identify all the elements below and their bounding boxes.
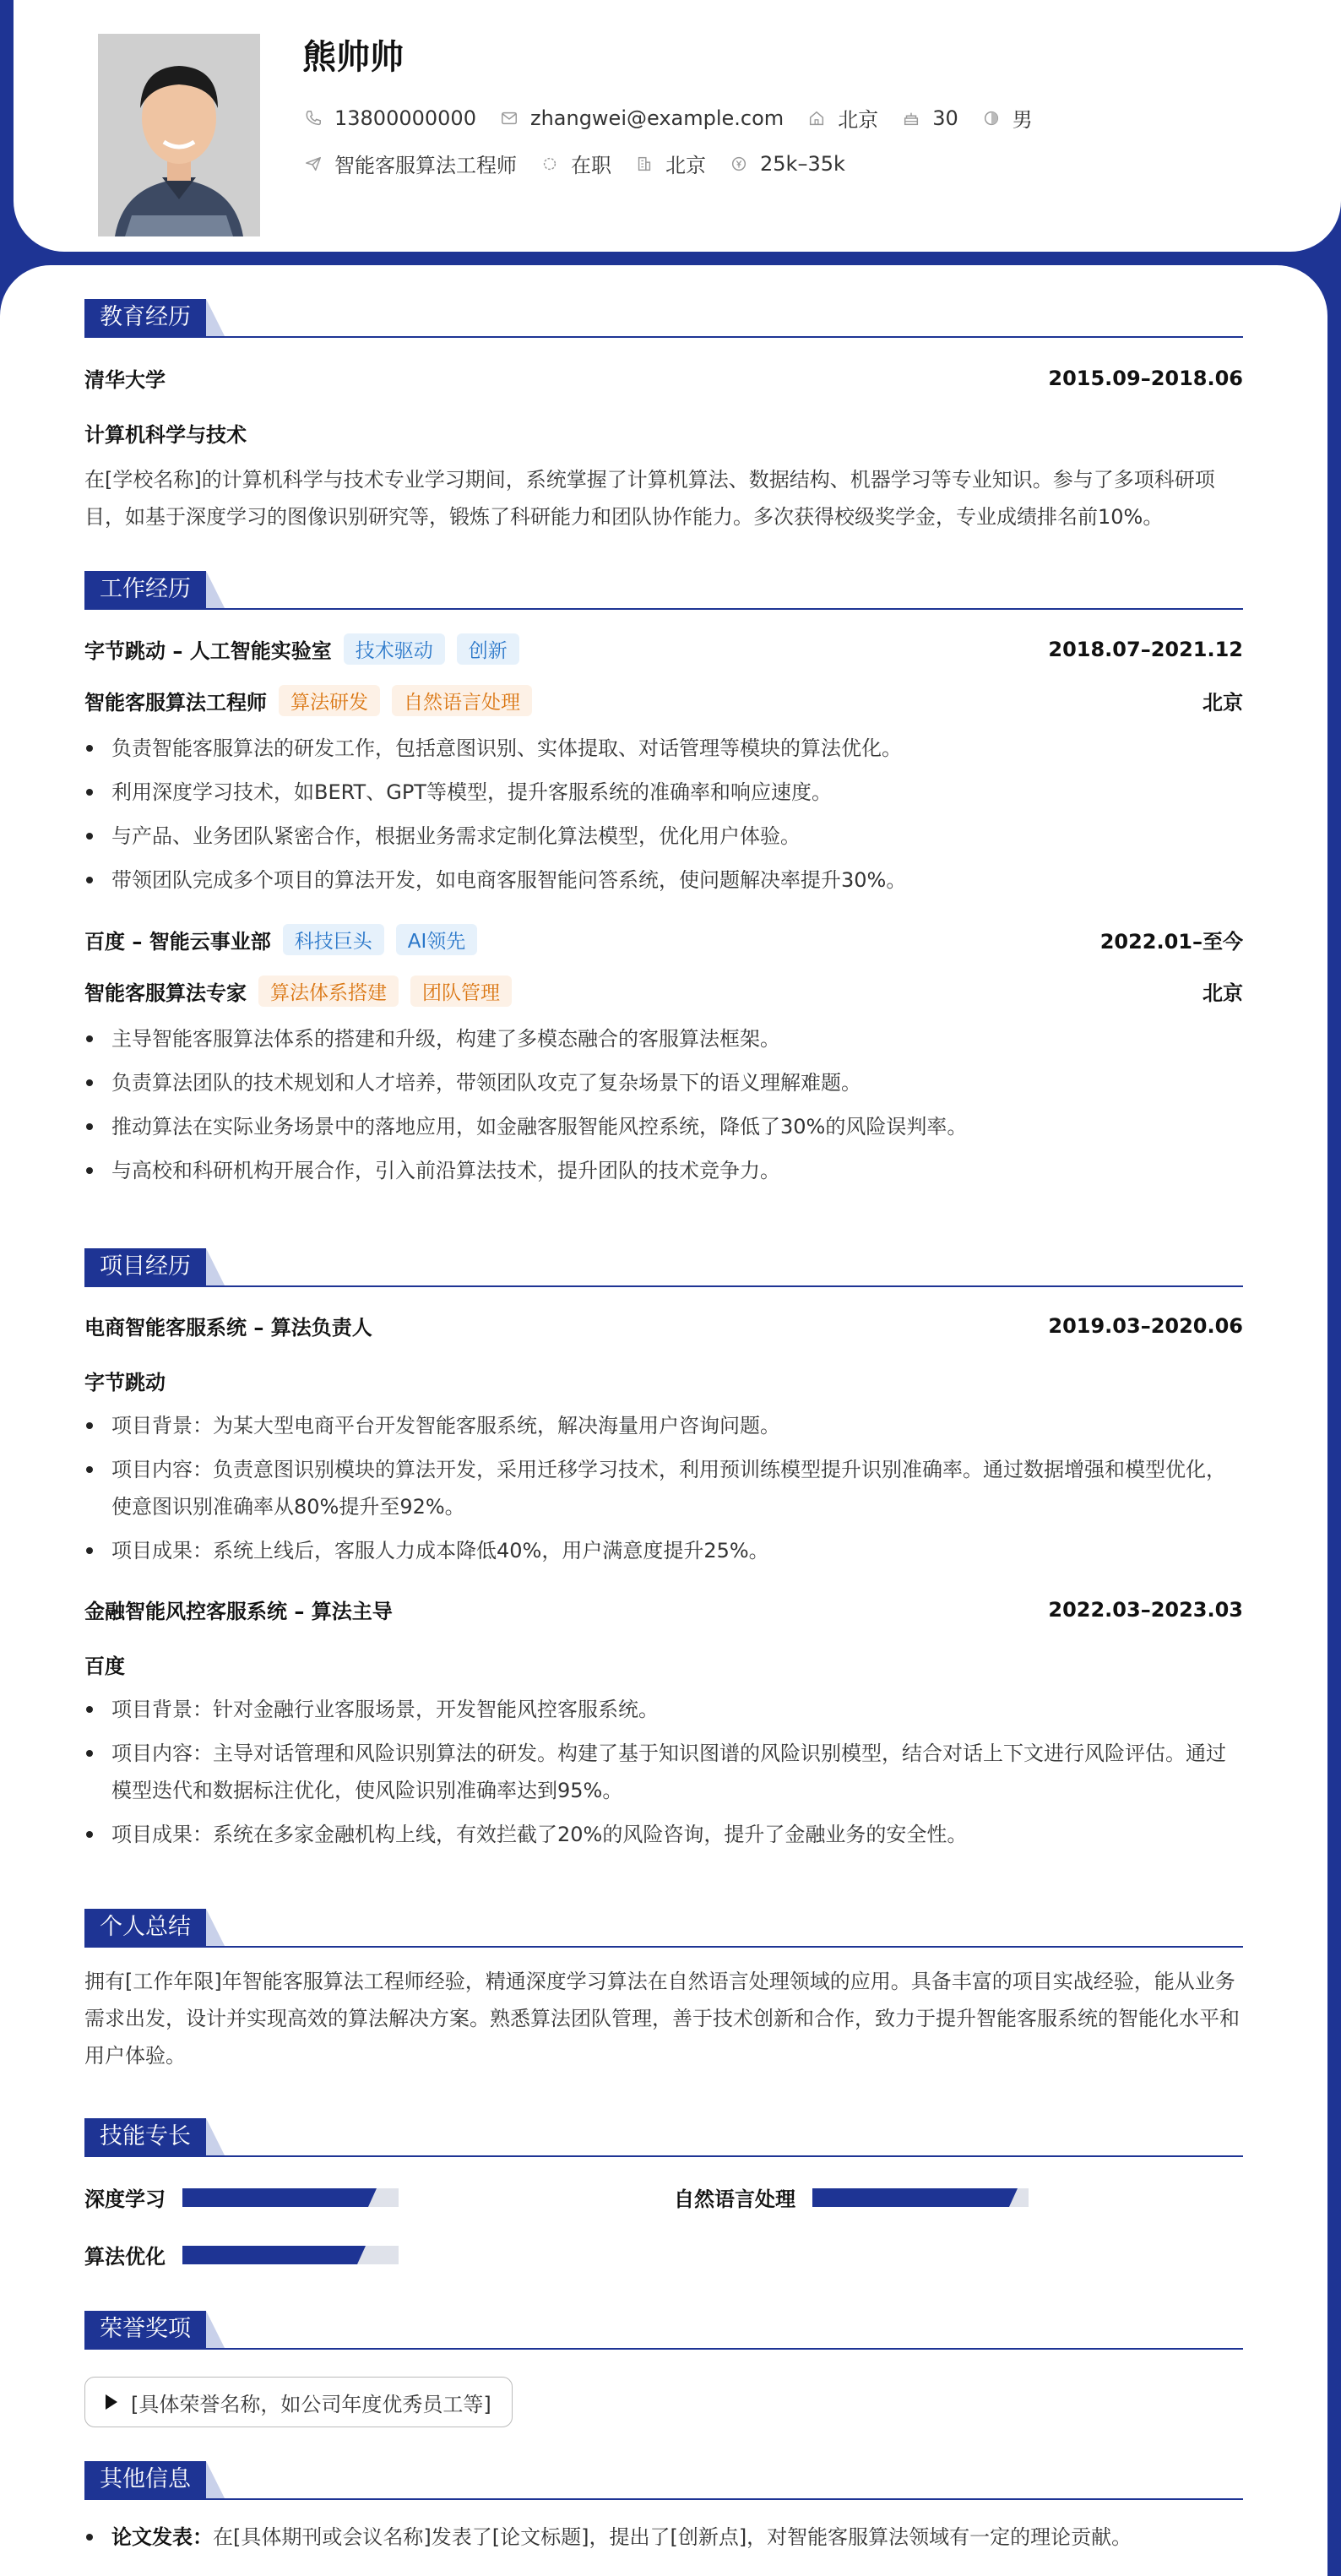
job-title-item [304,149,517,178]
mail-icon [500,109,518,128]
honors-section [84,2311,1243,2427]
list-item: 负责智能客服算法的研发工作，包括意图识别、实体提取、对话管理等模块的算法优化。 [84,730,1243,767]
project-bullets [84,1407,1243,1569]
work-date: 2022.01–至今 [1099,930,1243,954]
role-tag: 团队管理 [410,976,512,1007]
other-section [84,2461,1243,2556]
project-org: 字节跳动 [84,1371,166,1394]
education-description: 在[学校名称]的计算机科学与技术专业学习期间，系统掌握了计算机算法、数据结构、机器学习等专业知识。参与了多项科研项目，如基于深度学习的图像识别研究等，锻炼了科研能力和团队协作能力。多次获得校级奖学金，专业成绩排名前10%。 [84,468,1215,529]
skill-fill [182,2246,357,2264]
honor-item[interactable] [84,2377,513,2427]
skill-name: 深度学习 [84,2187,166,2211]
work-city: 北京 [665,154,706,177]
list-item: 利用深度学习技术，如BERT、GPT等模型，提升客服系统的准确率和响应速度。 [84,774,1243,811]
city: 北京 [838,108,879,132]
gender-item [982,103,1033,133]
work-city-item [635,149,706,178]
major: 计算机科学与技术 [84,423,247,447]
email-address: zhangwei@example.com [529,106,785,130]
gender: 男 [1012,108,1033,132]
project-bullets [84,1691,1243,1853]
project-item [84,1311,1243,1569]
project-name: 金融智能风控客服系统 – 算法主导 [84,1600,393,1623]
school-name: 清华大学 [84,368,166,392]
project-date: 2022.03–2023.03 [1048,1597,1243,1622]
profile-header [14,0,1341,252]
project-row [84,1595,1243,1624]
list-item: 项目成果：系统上线后，客服人力成本降低40%，用户满意度提升25%。 [84,1532,1243,1569]
other-header [84,2461,1243,2500]
list-item: 项目内容：主导对话管理和风险识别算法的研发。构建了基于知识图谱的风险识别模型，结合对话上下文进行风险评估。通过模型迭代和数据标注优化，使风险识别准确率达到95%。 [84,1735,1243,1809]
list-item: 主导智能客服算法体系的搭建和升级，构建了多模态融合的客服算法框架。 [84,1020,1243,1057]
list-item: 项目背景：为某大型电商平台开发智能客服系统，解决海量用户咨询问题。 [84,1407,1243,1444]
profile-photo [98,34,260,236]
company-name: 字节跳动 – 人工智能实验室 [84,639,332,663]
list-item: 与高校和科研机构开展合作，引入前沿算法技术，提升团队的技术竞争力。 [84,1152,1243,1189]
job-row [304,149,869,178]
education-date: 2015.09–2018.06 [1048,366,1243,390]
work-item [84,633,1243,899]
section-title: 工作经历 [84,571,206,608]
section-title: 荣誉奖项 [84,2311,206,2348]
age-item [902,106,958,130]
status-icon [540,155,559,173]
skill-fill [812,2188,1009,2207]
education-row [84,363,1243,393]
project-org: 百度 [84,1655,125,1678]
list-item: 项目成果：系统在多家金融机构上线，有效拦截了20%的风险咨询，提升了金融业务的安全性。 [84,1816,1243,1853]
status-item [540,149,611,178]
phone-icon [304,109,323,128]
skill-name: 算法优化 [84,2245,166,2269]
education-header [84,299,1243,338]
building-icon [635,155,654,173]
phone-item [304,106,476,130]
role-tag: 算法体系搭建 [258,976,399,1007]
skill-item [674,2182,1029,2212]
list-item: 推动算法在实际业务场景中的落地应用，如金融客服智能风控系统，降低了30%的风险误判率。 [84,1108,1243,1145]
skills-section [84,2118,1243,2287]
work-bullets [84,730,1243,899]
skill-bar [182,2246,399,2264]
cake-icon [902,109,920,128]
resume-body [0,265,1327,2576]
contact-row [304,103,1056,133]
work-section [84,571,1243,1189]
role-row [84,685,1243,716]
skill-bar [812,2188,1029,2207]
work-date: 2018.07–2021.12 [1048,637,1243,661]
skill-name: 自然语言处理 [674,2187,795,2211]
honor-text: [具体荣誉名称，如公司年度优秀员工等] [131,2392,491,2416]
send-icon [304,155,323,173]
summary-text: 拥有[工作年限]年智能客服算法工程师经验，精通深度学习算法在自然语言处理领域的应用。具备丰富的项目实战经验，能从业务需求出发，设计并实现高效的算法解决方案。熟悉算法团队管理，善于技术创新和合作，致力于提升智能客服系统的智能化水平和用户体验。 [84,1970,1240,2068]
salary-item [730,152,845,176]
major-row [84,418,1243,448]
other-bullets [84,2519,1243,2556]
email-item [500,106,784,130]
section-title: 其他信息 [84,2461,206,2498]
summary-header [84,1909,1243,1948]
company-row [84,924,1243,955]
triangle-right-icon [106,2394,117,2410]
projects-header [84,1248,1243,1287]
role-row [84,976,1243,1007]
coin-icon [730,155,748,173]
candidate-name: 熊帅帅 [302,38,404,77]
work-header [84,571,1243,610]
company-tag: 科技巨头 [283,924,384,955]
list-item [84,2519,1243,2556]
gender-icon [982,109,1001,128]
skill-fill [182,2188,368,2207]
list-item: 项目背景：针对金融行业客服场景，开发智能风控客服系统。 [84,1691,1243,1728]
work-location: 北京 [1203,981,1243,1005]
role-name: 智能客服算法专家 [84,981,247,1005]
city-item [807,103,878,133]
list-item: 负责算法团队的技术规划和人才培养，带领团队攻克了复杂场景下的语义理解难题。 [84,1064,1243,1101]
project-org-row [84,1366,1243,1395]
project-date: 2019.03–2020.06 [1048,1313,1243,1338]
job-title: 智能客服算法工程师 [334,154,517,177]
section-title: 技能专长 [84,2118,206,2155]
summary-section [84,1909,1243,2074]
role-name: 智能客服算法工程师 [84,691,267,715]
skill-item [84,2182,399,2212]
honors-header [84,2311,1243,2350]
list-item: 项目内容：负责意图识别模块的算法开发，采用迁移学习技术，利用预训练模型提升识别准确率。通过数据增强和模型优化，使意图识别准确率从80%提升至92%。 [84,1451,1243,1525]
company-row [84,633,1243,665]
role-tag: 自然语言处理 [392,685,532,716]
other-text: 在[具体期刊或会议名称]发表了[论文标题]，提出了[创新点]，对智能客服算法领域有一定的理论贡献。 [213,2525,1132,2549]
work-location: 北京 [1203,691,1243,715]
home-icon [807,109,826,128]
company-name: 百度 – 智能云事业部 [84,930,271,954]
salary: 25k–35k [760,151,845,176]
list-item: 带领团队完成多个项目的算法开发，如电商客服智能问答系统，使问题解决率提升30%。 [84,861,1243,899]
work-bullets [84,1020,1243,1189]
skill-bar [182,2188,399,2207]
section-title: 项目经历 [84,1248,206,1285]
project-org-row [84,1649,1243,1679]
age: 30 [932,106,958,130]
skill-item [84,2240,399,2269]
role-tag: 算法研发 [279,685,380,716]
phone-number: 13800000000 [334,106,476,130]
work-item [84,924,1243,1189]
skills-header [84,2118,1243,2157]
education-section [84,299,1243,535]
company-tag: 创新 [457,633,519,665]
project-name: 电商智能客服系统 – 算法负责人 [84,1316,372,1340]
project-row [84,1311,1243,1340]
list-item: 与产品、业务团队紧密合作，根据业务需求定制化算法模型，优化用户体验。 [84,818,1243,855]
projects-section [84,1248,1243,1853]
avatar-icon [98,34,260,236]
other-label: 论文发表： [111,2525,213,2549]
company-tag: AI领先 [396,924,478,955]
section-title: 教育经历 [84,299,206,336]
section-title: 个人总结 [84,1909,206,1946]
job-status: 在职 [571,154,611,177]
company-tag: 技术驱动 [344,633,445,665]
project-item [84,1595,1243,1853]
